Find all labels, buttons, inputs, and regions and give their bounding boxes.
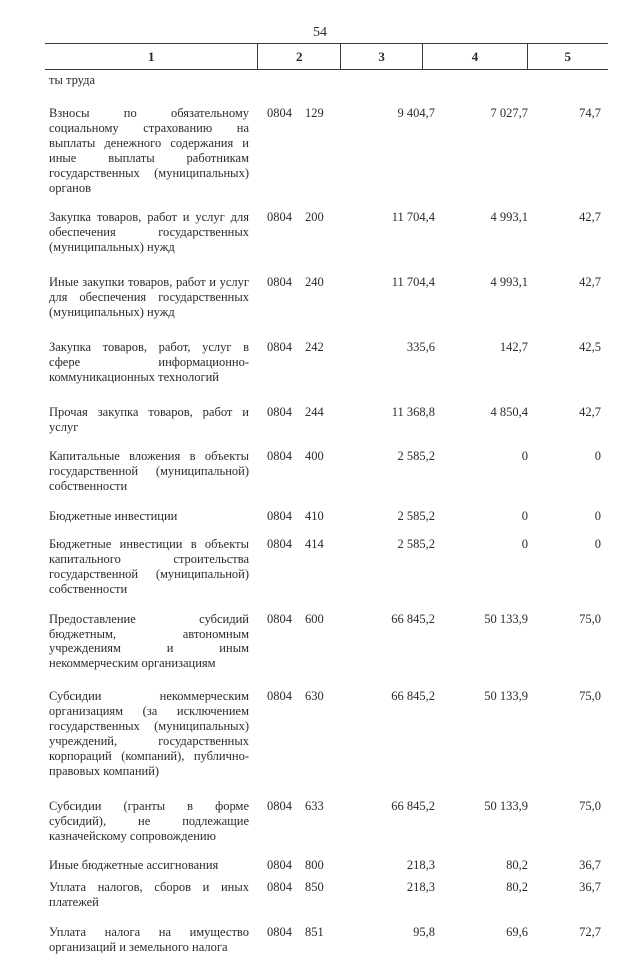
executed-value: 0 (521, 509, 528, 524)
execution-percent: 42,5 (579, 339, 601, 354)
section-code: 0804 (267, 611, 292, 626)
row-description: Субсидии некоммерческим организациям (за исключением государственных (муниципальных) учреждений, государственных корпораций (компаний), публично-правовых компаний) (49, 689, 249, 778)
row-description: Прочая закупка товаров, работ и услуг (49, 404, 249, 434)
section-code: 0804 (267, 798, 292, 813)
page-number: 54 (313, 25, 327, 40)
executed-value: 4 993,1 (490, 210, 528, 225)
expense-type-code: 630 (305, 689, 324, 704)
section-code: 0804 (267, 339, 292, 354)
header-col-4: 4 (422, 44, 526, 69)
expense-type-code: 633 (305, 798, 324, 813)
row-code (249, 405, 359, 435)
section-code: 0804 (267, 858, 292, 873)
execution-percent: 42,7 (579, 210, 601, 225)
expense-type-code: 244 (305, 404, 324, 419)
section-code: 0804 (267, 925, 292, 940)
executed-value: 0 (521, 449, 528, 464)
table-row (45, 405, 608, 435)
budget-table (45, 43, 608, 955)
row-description: Предоставление субсидий бюджетным, автономным учреждениям и иным некоммерческим организациям (49, 611, 249, 671)
planned-value: 9 404,7 (397, 106, 435, 120)
row-code (249, 799, 359, 844)
expense-type-code: 400 (305, 449, 324, 464)
table-row (45, 689, 608, 778)
expense-type-code: 800 (305, 858, 324, 873)
expense-type-code: 850 (305, 880, 324, 895)
executed-value: 80,2 (506, 858, 528, 873)
table-row (45, 537, 608, 597)
planned-value: 2 585,2 (397, 537, 435, 552)
executed-value: 4 993,1 (490, 275, 528, 290)
section-code: 0804 (267, 449, 292, 464)
table-row (45, 106, 608, 195)
execution-percent: 74,7 (579, 106, 601, 120)
row-description: Уплата налогов, сборов и иных платежей (49, 880, 249, 910)
row-code (249, 340, 359, 385)
expense-type-code: 414 (305, 537, 324, 552)
table-row (45, 275, 608, 320)
execution-percent: 75,0 (579, 611, 601, 626)
row-description: Субсидии (гранты в форме субсидий), не подлежащие казначейскому сопровождению (49, 798, 249, 843)
row-description: Иные закупки товаров, работ и услуг для обеспечения государственных (муниципальных) нужд (49, 275, 249, 319)
execution-percent: 75,0 (579, 689, 601, 704)
row-description: Уплата налога на имущество организаций и земельного налога (49, 925, 249, 955)
planned-value: 11 368,8 (391, 404, 435, 419)
expense-type-code: 242 (305, 339, 324, 354)
section-code: 0804 (267, 880, 292, 895)
row-code (249, 689, 359, 778)
executed-value: 7 027,7 (490, 106, 528, 120)
expense-type-code: 240 (305, 275, 324, 290)
row-description: Иные бюджетные ассигнования (49, 858, 219, 873)
row-code (249, 925, 359, 955)
header-col-5: 5 (527, 44, 608, 69)
expense-type-code: 600 (305, 611, 324, 626)
header-col-2: 2 (257, 44, 339, 69)
row-code (249, 106, 359, 195)
expense-type-code: 410 (305, 509, 324, 524)
row-code (249, 449, 359, 494)
table-row (45, 799, 608, 844)
section-code: 0804 (267, 537, 292, 552)
table-header (45, 43, 608, 70)
table-row (45, 210, 608, 255)
executed-value: 50 133,9 (484, 689, 528, 704)
row-description: Бюджетные инвестиции в объекты капитального строительства государственной (муниципальной) собственности (49, 537, 249, 596)
executed-value: 4 850,4 (490, 404, 528, 419)
header-col-3: 3 (340, 44, 422, 69)
execution-percent: 36,7 (579, 880, 601, 895)
row-description: Бюджетные инвестиции (49, 509, 178, 524)
table-body (45, 106, 608, 955)
table-row (45, 340, 608, 385)
planned-value: 11 704,4 (391, 275, 435, 290)
table-row (45, 612, 608, 672)
planned-value: 66 845,2 (391, 798, 435, 813)
continuation-text: ты труда (49, 73, 96, 87)
header-col-1: 1 (147, 48, 155, 64)
row-description: Закупка товаров, работ, услуг в сфере информационно-коммуникационных технологий (49, 339, 249, 384)
planned-value: 2 585,2 (397, 449, 435, 464)
expense-type-code: 851 (305, 925, 324, 940)
executed-value: 69,6 (506, 925, 528, 940)
table-row (45, 858, 608, 873)
table-row (45, 509, 608, 524)
executed-value: 0 (521, 537, 528, 552)
executed-value: 50 133,9 (484, 611, 528, 626)
section-code: 0804 (267, 106, 292, 120)
row-code (249, 509, 359, 524)
planned-value: 218,3 (406, 858, 435, 873)
section-code: 0804 (267, 689, 292, 704)
executed-value: 142,7 (499, 339, 528, 354)
execution-percent: 72,7 (579, 925, 601, 940)
planned-value: 66 845,2 (391, 611, 435, 626)
table-row (45, 449, 608, 494)
execution-percent: 42,7 (579, 404, 601, 419)
execution-percent: 0 (594, 509, 601, 524)
planned-value: 218,3 (406, 880, 435, 895)
section-code: 0804 (267, 275, 292, 290)
expense-type-code: 200 (305, 210, 324, 225)
row-code (249, 880, 359, 910)
planned-value: 335,6 (406, 339, 435, 354)
section-code: 0804 (267, 509, 292, 524)
row-code (249, 537, 359, 597)
execution-percent: 75,0 (579, 798, 601, 813)
row-code (249, 275, 359, 320)
row-code (249, 612, 359, 672)
planned-value: 95,8 (413, 925, 435, 940)
execution-percent: 36,7 (579, 858, 601, 873)
table-row (45, 925, 608, 955)
execution-percent: 0 (594, 449, 601, 464)
section-code: 0804 (267, 404, 292, 419)
executed-value: 50 133,9 (484, 798, 528, 813)
planned-value: 11 704,4 (391, 210, 435, 225)
planned-value: 66 845,2 (391, 689, 435, 704)
table-row (45, 880, 608, 910)
row-code (249, 210, 359, 255)
planned-value: 2 585,2 (397, 509, 435, 524)
expense-type-code: 129 (305, 106, 324, 120)
row-description: Капитальные вложения в объекты государственной (муниципальной) собственности (49, 449, 249, 494)
executed-value: 80,2 (506, 880, 528, 895)
row-description: Взносы по обязательному социальному страхованию на выплаты денежного содержания и иные выплаты работникам государственных (муниципальных) органов (49, 106, 249, 195)
execution-percent: 42,7 (579, 275, 601, 290)
section-code: 0804 (267, 210, 292, 225)
execution-percent: 0 (594, 537, 601, 552)
row-description: Закупка товаров, работ и услуг для обеспечения государственных (муниципальных) нужд (49, 210, 249, 255)
row-code (249, 858, 359, 873)
